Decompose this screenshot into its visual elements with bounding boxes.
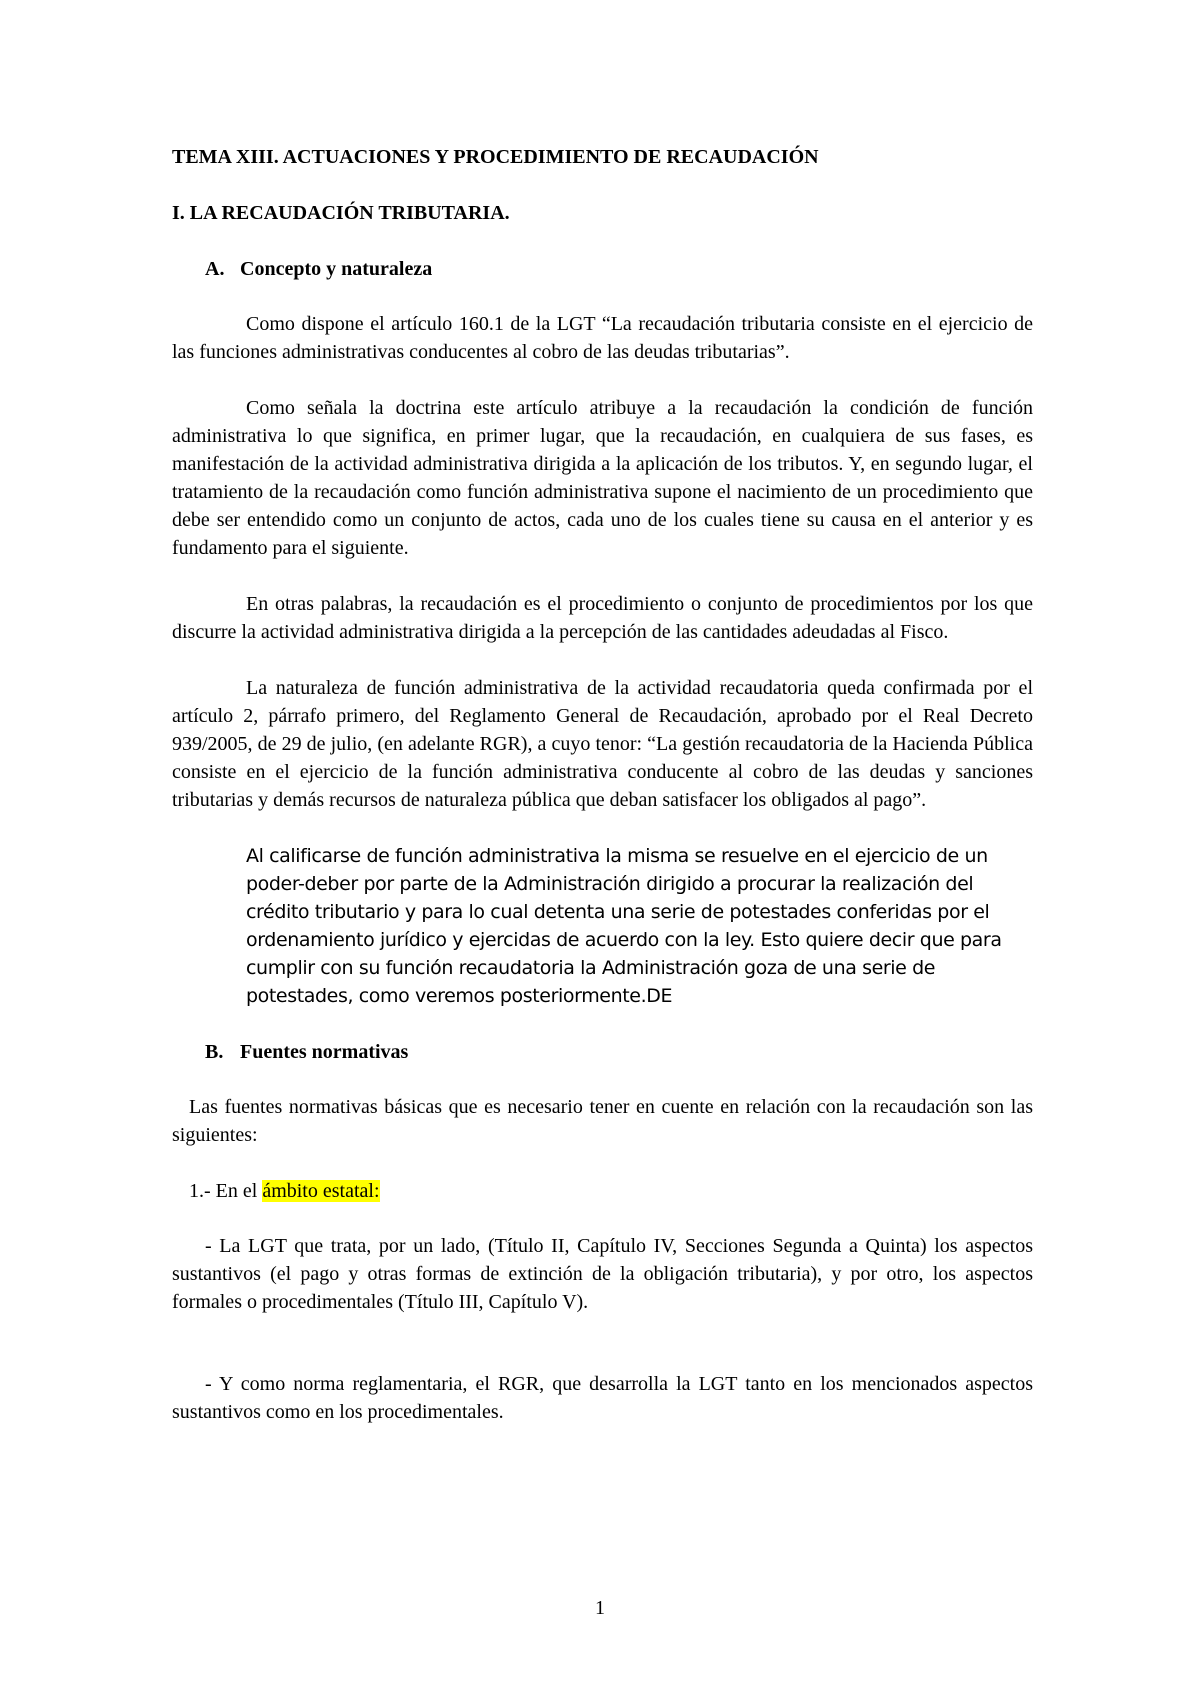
document-body bbox=[172, 143, 1033, 1454]
subsection-b-title: Fuentes normativas bbox=[240, 1041, 409, 1063]
subsection-a-title: Concepto y naturaleza bbox=[240, 258, 433, 280]
section-title: I. LA RECAUDACIÓN TRIBUTARIA. bbox=[172, 202, 510, 224]
dash-item-rgr: - Y como norma reglamentaria, el RGR, que desarrolla la LGT tanto en los mencionados aspectos sustantivos como en los procedimentales. bbox=[172, 1373, 1033, 1423]
subsection-b-letter: B. bbox=[205, 1041, 224, 1063]
subsection-a-letter: A. bbox=[205, 258, 225, 280]
paragraph-nature: La naturaleza de función administrativa de la actividad recaudatoria queda confirmada por el artículo 2, párrafo primero, del Reglamento General de Recaudación, aprobado por el Real Decreto 939/2005, de 29 de julio, (en adelante RGR), a cuyo tenor: “La gestión recaudatoria de la Hacienda Pública consiste en el ejercicio de la función administrativa conducente al cobro de las deudas y sanciones tributarias y demás recursos de naturaleza pública que deban satisfacer los obligados al pago”. bbox=[172, 677, 1033, 811]
paragraph-other-words: En otras palabras, la recaudación es el procedimiento o conjunto de procedimientos por los que discurre la actividad administrativa dirigida a la percepción de las cantidades adeudadas al Fisco. bbox=[172, 593, 1033, 643]
list-item-prefix: 1.- En el bbox=[189, 1180, 263, 1202]
document-title: TEMA XIII. ACTUACIONES Y PROCEDIMIENTO DE RECAUDACIÓN bbox=[172, 146, 819, 168]
subsection-a-heading bbox=[205, 255, 1033, 283]
paragraph-sources-intro: Las fuentes normativas básicas que es necesario tener en cuente en relación con la recaudación son las siguientes: bbox=[172, 1096, 1033, 1146]
dash-item-lgt: - La LGT que trata, por un lado, (Título II, Capítulo IV, Secciones Segunda a Quinta) los aspectos sustantivos (el pago y otras formas de extinción de la obligación tributaria), y por otro, los aspectos formales o procedimentales (Título III, Capítulo V). bbox=[172, 1235, 1033, 1313]
paragraph-doctrine: Como señala la doctrina este artículo atribuye a la recaudación la condición de función administrativa lo que significa, en primer lugar, que la recaudación, en cualquiera de sus fases, es manifestación de la actividad administrativa dirigida a la aplicación de los tributos. Y, en segundo lugar, el tratamiento de la recaudación como función administrativa supone el nacimiento de un procedimiento que debe ser entendido como un conjunto de actos, cada uno de los cuales tiene su causa en el anterior y es fundamento para el siguiente. bbox=[172, 397, 1033, 559]
paragraph-block-indented: Al calificarse de función administrativa la misma se resuelve en el ejercicio de un poder-deber por parte de la Administración dirigido a procurar la realización del crédito tributario y para lo cual detenta una serie de potestades conferidas por el ordenamiento jurídico y ejercidas de acuerdo con la ley. Esto quiere decir que para cumplir con su función recaudatoria la Administración goza de una serie de potestades, como veremos posteriormente.DE bbox=[246, 845, 1002, 1007]
subsection-b-heading bbox=[205, 1038, 1033, 1066]
highlighted-text: ámbito estatal: bbox=[262, 1180, 380, 1202]
page-number: 1 bbox=[595, 1597, 605, 1619]
paragraph-article-160: Como dispone el artículo 160.1 de la LGT “La recaudación tributaria consiste en el ejercicio de las funciones administrativas conducentes al cobro de las deudas tributarias”. bbox=[172, 313, 1033, 363]
list-item-state-scope bbox=[189, 1177, 1033, 1205]
